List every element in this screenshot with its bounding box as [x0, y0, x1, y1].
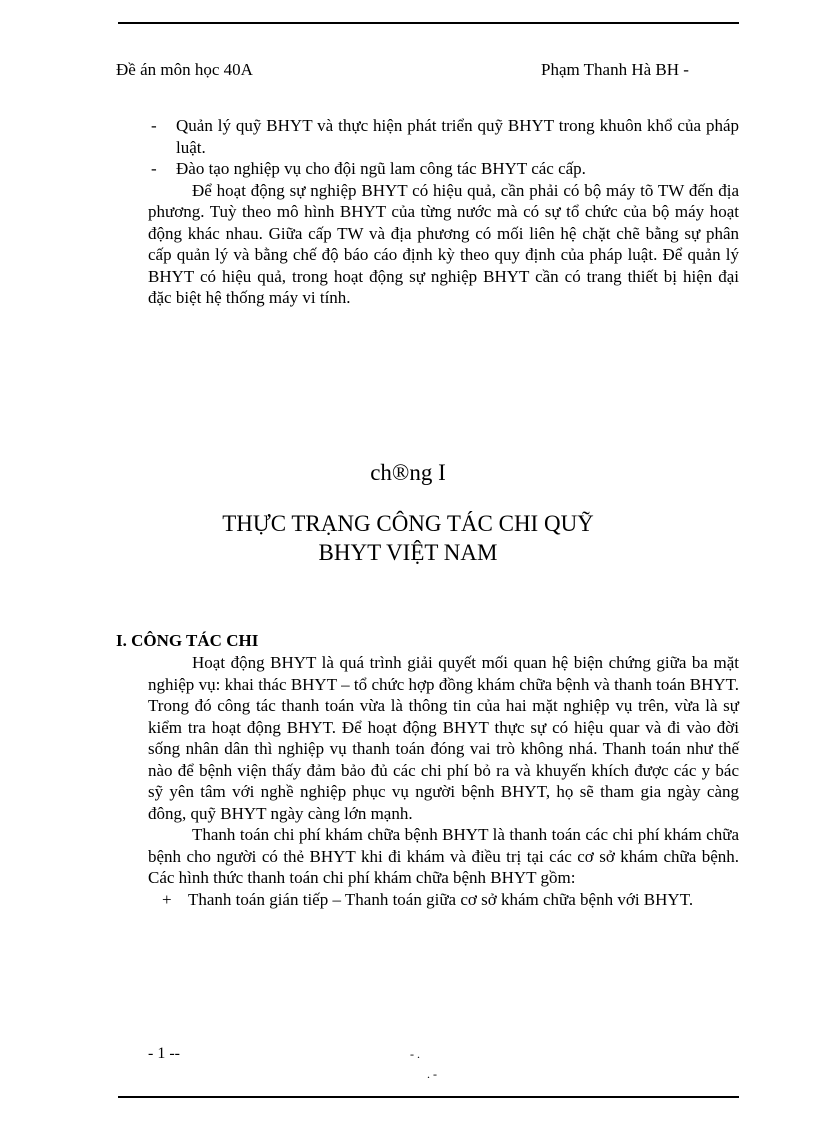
bullet-text: Đào tạo nghiệp vụ cho đội ngũ lam công tác BHYT các cấp.: [176, 159, 586, 178]
section-paragraph: Thanh toán chi phí khám chữa bệnh BHYT là thanh toán các chi phí khám chữa bệnh cho người có thẻ BHYT khi đi khám và điều trị tại các cơ sở khám chữa bệnh. Các hình thức thanh toán chi phí khám chữa bệnh BHYT gồm:: [148, 825, 739, 887]
chapter-title-line2: BHYT VIỆT NAM: [318, 540, 498, 565]
bullet-text: Quản lý quỹ BHYT và thực hiện phát triển quỹ BHYT trong khuôn khổ của pháp luật.: [176, 116, 739, 157]
bullet-dash: -: [151, 159, 157, 178]
section-paragraph: Hoạt động BHYT là quá trình giải quyết mối quan hệ biện chứng giữa ba mặt nghiệp vụ: khai thác BHYT – tổ chức hợp đồng khám chữa bệnh và thanh toán BHYT. Trong đó công tác thanh toán vừa là thông tin của hai mặt nghiệp vụ trên, vừa là sự kiểm tra hoạt động BHYT. Để hoạt động BHYT thực sự có hiệu quar và đi vào đời sống nhân dân thì nghiệp vụ thanh toán đóng vai trò không nhá. Thanh toán như thế nào để bệnh viện thấy đảm bảo đủ các chi phí bỏ ra và khuyến khích được các y bác sỹ yên tâm với nghề nghiệp phục vụ người bệnh BHYT, họ sẽ tham gia ngày càng đông, quỹ BHYT ngày càng lớn mạnh.: [148, 653, 739, 823]
plus-mark: +: [162, 889, 172, 909]
plus-item: [148, 889, 739, 911]
intro-block: [148, 115, 739, 309]
bullet-item: [148, 158, 739, 180]
header-rule: [118, 22, 739, 24]
footer-rule: [118, 1096, 739, 1098]
section-body: [148, 652, 739, 910]
chapter-title: [0, 509, 816, 567]
bullet-item: [148, 115, 739, 158]
footer-mark: - .: [410, 1047, 420, 1061]
bullet-dash: -: [151, 116, 157, 135]
footer-mark: . -: [427, 1067, 437, 1081]
chapter-title-line1: THỰC TRẠNG CÔNG TÁC CHI QUỸ: [222, 511, 594, 536]
header-course-title: Đề án môn học 40A: [116, 60, 253, 79]
page-number: - 1 --: [148, 1045, 180, 1062]
intro-paragraph: Để hoạt động sự nghiệp BHYT có hiệu quả, cần phải có bộ máy tõ TW đến địa phương. Tuỳ theo mô hình BHYT của từng nước mà có sự tổ chức của bộ máy hoạt động khác nhau. Giữa cấp TW và địa phương có mối liên hệ chặt chẽ bằng sự phân cấp quản lý và bằng chế độ báo cáo định kỳ theo quy định của pháp luật. Để quản lý BHYT có hiệu quả, trong hoạt động sự nghiệp BHYT cần có trang thiết bị hiện đại đặc biệt hệ thống máy vi tính.: [148, 180, 739, 307]
chapter-number: ch®ng I: [370, 460, 446, 485]
plus-item-text: Thanh toán gián tiếp – Thanh toán giữa cơ sở khám chữa bệnh với BHYT.: [188, 889, 694, 909]
section-heading: I. CÔNG TÁC CHI: [116, 631, 259, 650]
header-author: Phạm Thanh Hà BH -: [541, 60, 689, 79]
